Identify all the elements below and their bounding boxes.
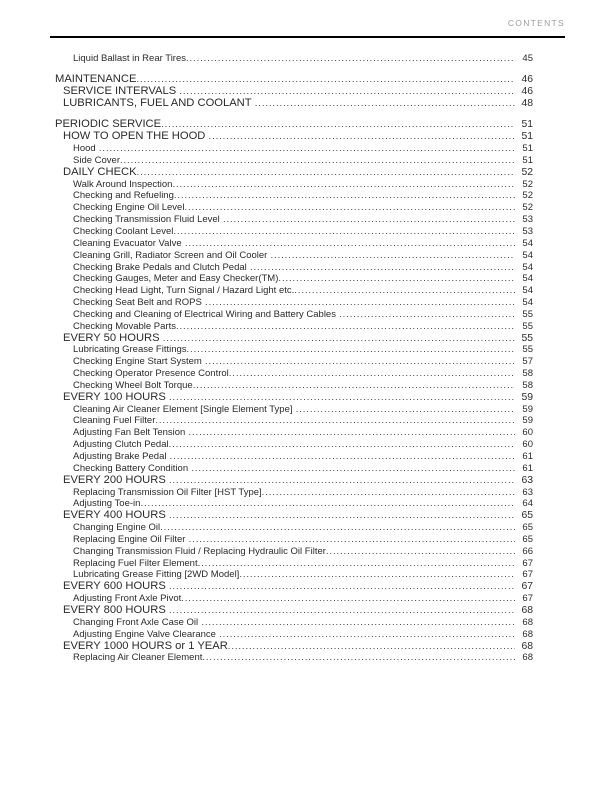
- toc-dot-leader: [169, 439, 515, 451]
- toc-entry-page-number: 63: [522, 486, 533, 498]
- toc-entry-title: Walk Around Inspection: [73, 178, 173, 190]
- toc-entry[interactable]: [0, 250, 612, 262]
- toc-entry[interactable]: [0, 368, 612, 380]
- toc-entry-title: Checking Battery Condition: [73, 462, 189, 474]
- toc-entry[interactable]: [0, 404, 612, 416]
- toc-entry-page-number: 59: [522, 415, 533, 427]
- toc-dot-leader: [173, 226, 515, 238]
- toc-entry-page-number: 65: [522, 533, 533, 545]
- toc-entry-title: Checking Engine Oil Level: [73, 202, 185, 214]
- toc-entry[interactable]: [0, 309, 612, 321]
- toc-entry-title: Checking Head Light, Turn Signal / Hazard Light etc.: [73, 285, 295, 297]
- toc-dot-leader: [278, 273, 515, 285]
- toc-entry[interactable]: [0, 392, 612, 404]
- toc-dot-leader: [169, 475, 515, 487]
- toc-entry-page-number: 61: [522, 462, 533, 474]
- toc-entry[interactable]: [0, 380, 612, 392]
- toc-entry-page-number: 60: [522, 427, 533, 439]
- toc-dot-leader: [160, 522, 515, 534]
- toc-dot-leader: [202, 652, 515, 664]
- toc-entry[interactable]: [0, 522, 612, 534]
- toc-entry-title: Cleaning Evacuator Valve: [73, 237, 182, 249]
- toc-dot-leader: [229, 368, 515, 380]
- toc-entry-page-number: 52: [522, 202, 533, 214]
- toc-dot-leader: [255, 98, 515, 110]
- toc-dot-leader: [186, 53, 515, 65]
- toc-entry-title: EVERY 1000 HOURS or 1 YEAR: [63, 639, 228, 652]
- toc-dot-leader: [174, 190, 515, 202]
- toc-dot-leader: [136, 74, 515, 86]
- toc-entry-page-number: 57: [522, 356, 533, 368]
- toc-entry-page-number: 52: [521, 166, 533, 178]
- toc-dot-leader: [223, 214, 515, 226]
- toc-entry-page-number: 52: [522, 178, 533, 190]
- toc-entry-title: Checking Coolant Level: [73, 225, 174, 237]
- toc-entry-page-number: 59: [521, 391, 533, 403]
- toc-entry[interactable]: [0, 262, 612, 274]
- toc-entry-page-number: 63: [521, 474, 533, 486]
- toc-entry-page-number: 55: [521, 332, 533, 344]
- toc-entry-title: Hood: [73, 143, 96, 155]
- toc-entry-page-number: 67: [522, 593, 533, 605]
- toc-dot-leader: [239, 569, 515, 581]
- toc-entry-page-number: 65: [522, 522, 533, 534]
- toc-entry-title: Checking Brake Pedals and Clutch Pedal: [73, 261, 247, 273]
- toc-entry-title: PERIODIC SERVICE: [55, 118, 162, 131]
- toc-entry-title: SERVICE INTERVALS: [63, 85, 177, 98]
- toc-dot-leader: [228, 641, 515, 653]
- toc-entry[interactable]: [0, 641, 612, 653]
- toc-entry-page-number: 68: [522, 616, 533, 628]
- toc-entry-page-number: 46: [521, 86, 533, 98]
- toc-entry[interactable]: [0, 581, 612, 593]
- toc-dot-leader: [271, 250, 515, 262]
- toc-entry[interactable]: [0, 143, 612, 155]
- toc-entry[interactable]: [0, 546, 612, 558]
- toc-entry-title: Checking Operator Presence Control: [73, 368, 229, 380]
- toc-entry-page-number: 48: [521, 98, 533, 110]
- toc-entry[interactable]: [0, 427, 612, 439]
- toc-dot-leader: [120, 155, 515, 167]
- toc-dot-leader: [155, 415, 515, 427]
- toc-entry-title: Checking Movable Parts: [73, 320, 176, 332]
- toc-dot-leader: [326, 546, 515, 558]
- toc-entry-page-number: 45: [522, 53, 533, 64]
- toc-entry[interactable]: [0, 273, 612, 285]
- toc-dot-leader: [205, 356, 515, 368]
- toc-entry-title: Adjusting Toe-in: [73, 498, 141, 510]
- toc-dot-leader: [99, 143, 515, 155]
- toc-entry-title: Changing Front Axle Case Oil: [73, 616, 199, 628]
- toc-entry-page-number: 51: [521, 131, 533, 143]
- toc-entry-page-number: 58: [522, 379, 533, 391]
- toc-entry-title: Cleaning Grill, Radiator Screen and Oil Cooler: [73, 249, 268, 261]
- header-label: CONTENTS: [507, 18, 565, 28]
- toc-dot-leader: [179, 86, 515, 98]
- toc-entry[interactable]: [0, 487, 612, 499]
- toc-dot-leader: [201, 617, 515, 629]
- toc-entry-page-number: 68: [522, 652, 533, 664]
- toc-entry-page-number: 53: [522, 225, 533, 237]
- toc-entry-title: Lubricating Grease Fittings: [73, 344, 187, 356]
- toc-entry-title: EVERY 100 HOURS: [63, 390, 166, 403]
- toc-entry-title: DAILY CHECK: [63, 165, 137, 178]
- toc-entry-page-number: 55: [522, 320, 533, 332]
- toc-entry-title: Adjusting Brake Pedal: [73, 451, 167, 462]
- toc-entry[interactable]: [0, 297, 612, 309]
- toc-entry-page-number: 54: [522, 237, 533, 249]
- toc-entry[interactable]: [0, 605, 612, 617]
- toc-entry-title: Liquid Ballast in Rear Tires: [73, 53, 186, 64]
- toc-dot-leader: [163, 333, 515, 345]
- toc-entry-title: Checking Gauges, Meter and Easy Checker(TM): [73, 273, 279, 285]
- toc-entry-title: EVERY 200 HOURS: [63, 473, 166, 486]
- toc-dot-leader: [209, 131, 515, 143]
- toc-entry-title: EVERY 50 HOURS: [63, 331, 160, 344]
- toc-dot-leader: [185, 238, 515, 250]
- toc-entry-title: Changing Engine Oil: [73, 522, 161, 534]
- toc-entry[interactable]: [0, 510, 612, 522]
- toc-entry[interactable]: [0, 439, 612, 451]
- toc-entry[interactable]: [0, 463, 612, 475]
- toc-dot-leader: [339, 309, 515, 321]
- toc-dot-leader: [219, 629, 515, 641]
- toc-entry-page-number: 54: [522, 297, 533, 309]
- toc-entry[interactable]: [0, 415, 612, 427]
- toc-entry-title: Replacing Fuel Filter Element: [73, 557, 198, 569]
- toc-entry[interactable]: [0, 155, 612, 167]
- toc-entry-title: Adjusting Clutch Pedal: [73, 439, 169, 451]
- toc-entry-page-number: 51: [522, 154, 533, 166]
- toc-entry[interactable]: [0, 344, 612, 356]
- toc-entry[interactable]: [0, 238, 612, 250]
- toc-entry-title: Checking Seat Belt and ROPS: [73, 297, 202, 309]
- toc-entry-page-number: 60: [522, 439, 533, 451]
- toc-dot-leader: [294, 285, 515, 297]
- toc-dot-leader: [140, 498, 515, 510]
- toc-dot-leader: [169, 510, 515, 522]
- toc-entry-page-number: 65: [521, 510, 533, 522]
- toc-entry[interactable]: [0, 617, 612, 629]
- toc-entry-page-number: 53: [522, 214, 533, 226]
- toc-entry[interactable]: [0, 179, 612, 191]
- toc-entry-title: Checking Engine Start System: [73, 356, 202, 368]
- toc-entry-page-number: 68: [522, 628, 533, 640]
- toc-entry[interactable]: [0, 202, 612, 214]
- toc-entry-title: Lubricating Grease Fitting [2WD Model]: [73, 569, 240, 581]
- toc-entry-page-number: 51: [521, 119, 533, 131]
- toc-entry[interactable]: [0, 475, 612, 487]
- toc-entry-page-number: 54: [522, 249, 533, 261]
- toc-entry-title: Checking Transmission Fluid Level: [73, 214, 220, 226]
- toc-entry[interactable]: [0, 356, 612, 368]
- toc-entry-title: Cleaning Fuel Filter: [73, 415, 156, 427]
- toc-entry[interactable]: [0, 167, 612, 179]
- toc-entry-page-number: 67: [521, 581, 533, 593]
- header-divider: [50, 36, 565, 38]
- toc-dot-leader: [181, 593, 515, 605]
- toc-entry-title: Replacing Engine Oil Filter: [73, 533, 186, 545]
- toc-entry-title: Replacing Air Cleaner Element: [73, 652, 203, 664]
- toc-entry[interactable]: [0, 534, 612, 546]
- toc-entry[interactable]: [0, 285, 612, 297]
- toc-entry-page-number: 68: [521, 640, 533, 652]
- toc-entry-page-number: 51: [522, 143, 533, 155]
- toc-entry-title: EVERY 400 HOURS: [63, 509, 166, 522]
- toc-dot-leader: [187, 344, 515, 356]
- toc-entry-title: Side Cover: [73, 154, 120, 166]
- toc-entry[interactable]: [0, 98, 612, 110]
- toc-dot-leader: [169, 392, 515, 404]
- toc-dot-leader: [184, 202, 515, 214]
- toc-entry[interactable]: [0, 333, 612, 345]
- toc-dot-leader: [193, 380, 515, 392]
- toc-entry-page-number: 46: [521, 74, 533, 86]
- toc-entry-title: Adjusting Front Axle Pivot: [73, 593, 182, 605]
- toc-entry-title: Adjusting Fan Belt Tension: [73, 427, 186, 439]
- toc-entry-page-number: 61: [522, 451, 533, 462]
- toc-entry[interactable]: [0, 214, 612, 226]
- toc-entry-page-number: 67: [522, 569, 533, 581]
- toc-entry-title: EVERY 600 HOURS: [63, 580, 166, 593]
- toc-entry-page-number: 58: [522, 368, 533, 380]
- toc-entry-title: HOW TO OPEN THE HOOD: [63, 130, 206, 143]
- toc-dot-leader: [189, 534, 515, 546]
- toc-dot-leader: [198, 558, 515, 570]
- toc-entry-title: MAINTENANCE: [55, 73, 137, 86]
- table-of-contents: [0, 53, 612, 664]
- toc-entry-page-number: 64: [522, 498, 533, 510]
- toc-entry-title: EVERY 800 HOURS: [63, 603, 166, 616]
- toc-entry-title: Cleaning Air Cleaner Element [Single Element Type]: [73, 403, 293, 415]
- toc-dot-leader: [189, 427, 516, 439]
- toc-dot-leader: [250, 262, 515, 274]
- toc-entry-page-number: 54: [522, 285, 533, 297]
- toc-entry[interactable]: [0, 226, 612, 238]
- toc-dot-leader: [169, 581, 515, 593]
- toc-dot-leader: [137, 167, 515, 179]
- page-header: [50, 18, 565, 38]
- toc-entry-page-number: 54: [522, 261, 533, 273]
- toc-entry-page-number: 59: [522, 403, 533, 415]
- toc-entry-page-number: 55: [522, 308, 533, 320]
- toc-entry[interactable]: [0, 629, 612, 641]
- toc-entry[interactable]: [0, 558, 612, 570]
- toc-entry-page-number: 54: [522, 273, 533, 285]
- toc-entry[interactable]: [0, 190, 612, 202]
- toc-entry-page-number: 52: [522, 190, 533, 202]
- toc-entry[interactable]: [0, 131, 612, 143]
- toc-dot-leader: [172, 179, 515, 191]
- toc-entry-title: Checking and Cleaning of Electrical Wiring and Battery Cables: [73, 308, 336, 320]
- toc-dot-leader: [161, 119, 515, 131]
- toc-entry-title: LUBRICANTS, FUEL AND COOLANT: [63, 97, 252, 110]
- toc-dot-leader: [205, 297, 515, 309]
- toc-entry-title: Checking and Refueling: [73, 190, 174, 202]
- toc-dot-leader: [296, 404, 515, 416]
- toc-entry-title: Changing Transmission Fluid / Replacing Hydraulic Oil Filter: [73, 545, 326, 557]
- toc-entry-page-number: 67: [522, 557, 533, 569]
- toc-dot-leader: [176, 321, 515, 333]
- toc-entry-title: Checking Wheel Bolt Torque: [73, 379, 193, 391]
- toc-entry-page-number: 55: [522, 344, 533, 356]
- toc-entry-title: Adjusting Engine Valve Clearance: [73, 628, 216, 640]
- toc-dot-leader: [170, 451, 515, 463]
- toc-entry[interactable]: [0, 451, 612, 463]
- toc-entry-page-number: 68: [521, 604, 533, 616]
- toc-dot-leader: [262, 487, 515, 499]
- toc-entry[interactable]: [0, 321, 612, 333]
- toc-dot-leader: [169, 605, 515, 617]
- toc-dot-leader: [191, 463, 515, 475]
- toc-entry-title: Replacing Transmission Oil Filter [HST Type]: [73, 486, 262, 498]
- toc-entry-page-number: 66: [522, 545, 533, 557]
- toc-entry[interactable]: [0, 53, 612, 65]
- toc-entry[interactable]: [0, 652, 612, 664]
